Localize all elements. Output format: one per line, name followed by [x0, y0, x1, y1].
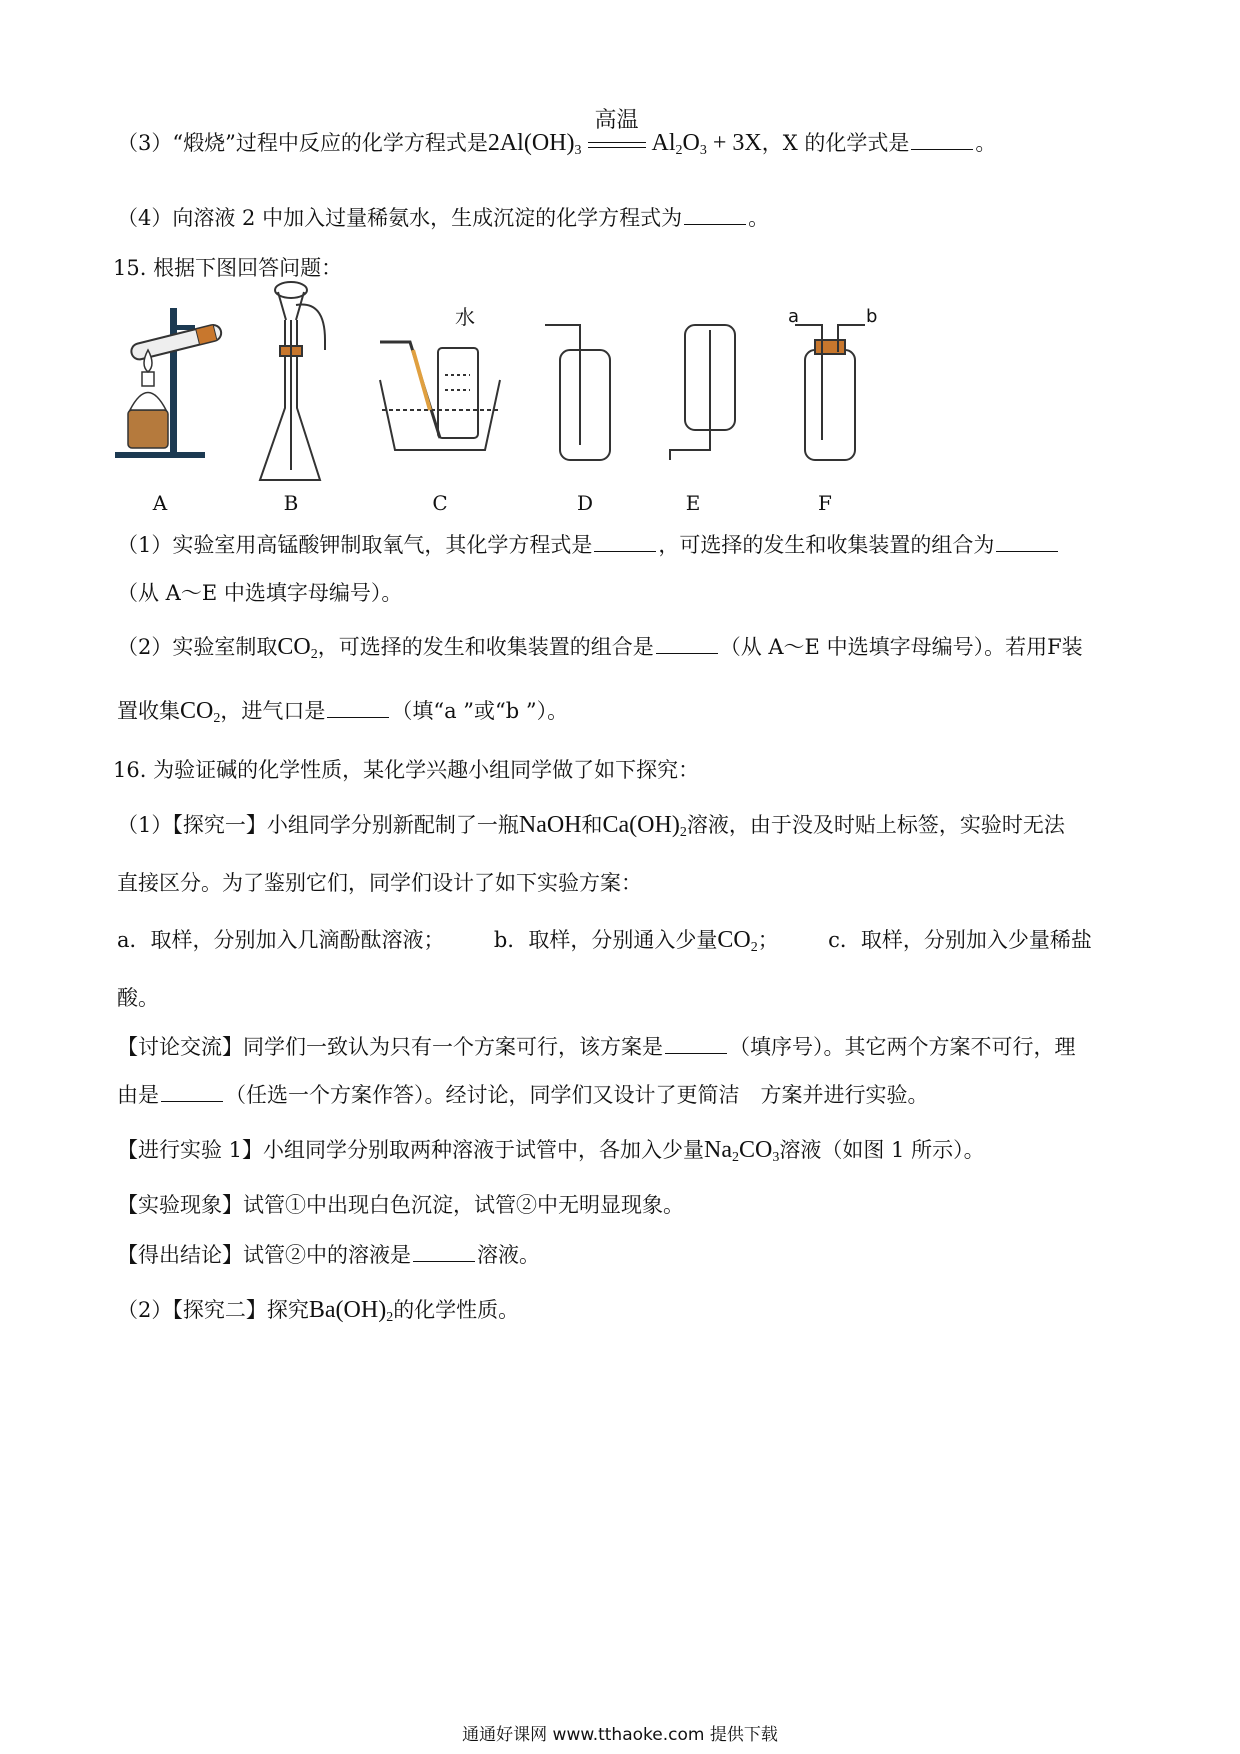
q16-exp1: 【进行实验 1】小组同学分别取两种溶液于试管中，各加入少量$Na_2CO_3$溶液（如图 1 所示）。	[117, 1137, 985, 1165]
q16-part1: （1）【探究一】小组同学分别新配制了一瓶NaOH和$Ca(OH)_2$溶液，由于没及时贴上标签，实验时无法	[117, 812, 1065, 840]
products: $Al_2O_3 + 3X$	[651, 130, 762, 158]
apparatus-figure	[110, 280, 1130, 520]
answer-blank[interactable]	[665, 1035, 727, 1054]
answer-blank[interactable]	[594, 533, 656, 552]
answer-blank[interactable]	[911, 131, 973, 150]
apparatus-f	[795, 325, 865, 460]
q14-part3-post: ，X 的化学式是	[761, 131, 910, 155]
reaction-condition: 高温	[594, 107, 639, 133]
answer-blank[interactable]	[413, 1243, 475, 1262]
q16-part1-line2: 直接区分。为了鉴别它们，同学们设计了如下实验方案：	[117, 871, 642, 895]
answer-blank[interactable]	[327, 699, 389, 718]
apparatus-d	[545, 325, 610, 460]
option-b: b．取样，分别通入少量$CO_2$；	[493, 927, 779, 955]
reaction-arrow	[588, 107, 646, 160]
q16-title: 16. 为验证碱的化学性质，某化学兴趣小组同学做了如下探究：	[113, 758, 700, 782]
q14-part3-text: （3）“煅烧”过程中反应的化学方程式是	[117, 131, 488, 155]
port-a-label: a	[788, 306, 800, 327]
q16-part2: （2）【探究二】探究$Ba(OH)_2$的化学性质。	[117, 1297, 520, 1325]
q15-part1-line2: （从 A～E 中选填字母编号）。	[117, 581, 403, 605]
apparatus-a	[115, 308, 223, 458]
port-b-label: b	[866, 306, 878, 327]
answer-blank[interactable]	[996, 533, 1058, 552]
answer-blank[interactable]	[161, 1083, 223, 1102]
label-e: E	[685, 491, 701, 515]
q14-part4-text: （4）向溶液 2 中加入过量稀氨水，生成沉淀的化学方程式为	[117, 206, 683, 230]
water-label: 水	[455, 305, 475, 329]
answer-blank[interactable]	[684, 206, 746, 225]
apparatus-c	[380, 342, 500, 450]
label-b: B	[283, 491, 299, 515]
q16-discuss: 【讨论交流】同学们一致认为只有一个方案可行，该方案是 （填序号）。其它两个方案不可行，理	[117, 1035, 1076, 1059]
label-a: A	[152, 491, 168, 515]
q16-phenomenon: 【实验现象】试管①中出现白色沉淀，试管②中无明显现象。	[117, 1193, 684, 1217]
answer-blank[interactable]	[656, 635, 718, 654]
q16-options	[117, 925, 1092, 963]
q16-discuss-line2: 由是 （任选一个方案作答）。经讨论，同学们又设计了更简洁 方案并进行实验。	[117, 1083, 929, 1107]
q16-conclusion: 【得出结论】试管②中的溶液是 溶液。	[117, 1243, 540, 1267]
q14-part3: （3）“煅烧”过程中反应的化学方程式是$2Al(OH)_3$ 高温 $Al_2O_3 + 3X$，X 的化学式是 。	[117, 107, 997, 158]
label-d: D	[576, 491, 594, 515]
option-c-line2: 酸。	[117, 986, 159, 1010]
q15-part2-line2: 置收集$CO_2$，进气口是 （填“a ”或“b ”）。	[117, 698, 569, 726]
page-footer: 通通好课网 www.tthaoke.com 提供下载	[462, 1725, 778, 1745]
q15-part2: （2）实验室制取$CO_2$，可选择的发生和收集装置的组合是 （从 A～E 中选填字母编号）。若用F装	[117, 634, 1083, 662]
apparatus-e	[670, 325, 735, 460]
q15-part1: （1）实验室用高锰酸钾制取氧气，其化学方程式是 ，可选择的发生和收集装置的组合为	[117, 530, 1060, 560]
label-f: F	[818, 491, 832, 515]
option-a: a．取样，分别加入几滴酚酞溶液；	[117, 928, 445, 952]
q15-title: 15. 根据下图回答问题：	[113, 256, 343, 280]
reactant: $2Al(OH)_3$	[487, 130, 582, 158]
option-c: c．取样，分别加入少量稀盐	[828, 928, 1092, 952]
label-c: C	[432, 491, 448, 515]
q14-part4: （4）向溶液 2 中加入过量稀氨水，生成沉淀的化学方程式为 。	[117, 206, 770, 230]
apparatus-b	[260, 282, 325, 480]
